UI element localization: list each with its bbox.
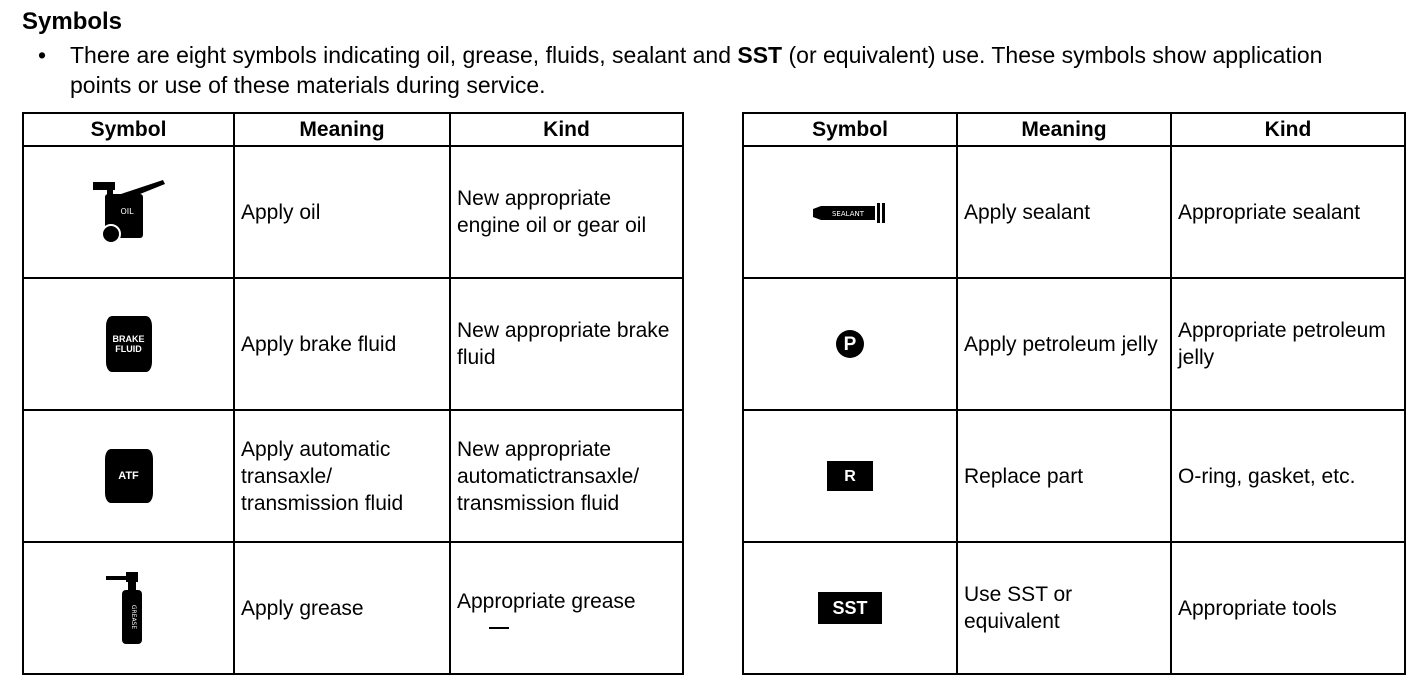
table-row [23,278,683,410]
table-row [23,410,683,542]
table-row [23,146,683,278]
intro-text-bold: SST [737,42,783,68]
kind-cell: New appropriate automatictransaxle/ transmission fluid [450,410,683,542]
column-header-symbol: Symbol [23,113,234,146]
kind-cell [450,542,683,674]
meaning-cell: Apply brake fluid [234,278,450,410]
symbols-table-right [742,112,1406,675]
table-row [743,410,1405,542]
symbol-cell [23,146,234,278]
petroleum-jelly-icon: P [836,330,864,358]
kind-cell: O-ring, gasket, etc. [1171,410,1405,542]
column-header-meaning: Meaning [957,113,1171,146]
brake-fluid-can-icon: BRAKE FLUID [106,316,152,372]
symbol-cell [743,146,957,278]
meaning-cell: Apply petroleum jelly [957,278,1171,410]
kind-text: Appropriate grease [457,589,636,613]
kind-cell: New appropriate engine oil or gear oil [450,146,683,278]
symbol-cell [743,542,957,674]
table-row [743,542,1405,674]
intro-text-start: There are eight symbols indicating oil, grease, fluids, sealant and [70,42,738,68]
symbol-cell [23,410,234,542]
symbol-cell [23,278,234,410]
meaning-cell: Replace part [957,410,1171,542]
table-row [743,278,1405,410]
kind-cell: Appropriate petroleum jelly [1171,278,1405,410]
symbols-table-left [22,112,684,675]
dash-mark [489,627,509,629]
atf-can-icon: ATF [105,449,153,503]
symbol-cell [743,410,957,542]
intro-text [70,40,1370,100]
sealant-icon-label: SEALANT [831,209,865,218]
meaning-cell: Apply oil [234,146,450,278]
bullet-marker: • [38,42,47,68]
grease-gun-icon [104,570,154,646]
sealant-tube-icon [811,202,889,224]
oil-can-icon [91,180,167,244]
oil-icon-label: OIL [119,207,134,216]
column-header-kind: Kind [1171,113,1405,146]
kind-cell: Appropriate tools [1171,542,1405,674]
table-row [23,542,683,674]
sst-icon: SST [818,592,882,624]
section-heading: Symbols [22,8,123,35]
meaning-cell: Apply grease [234,542,450,674]
table-row [743,146,1405,278]
meaning-cell: Apply sealant [957,146,1171,278]
kind-cell: New appropriate brake fluid [450,278,683,410]
column-header-kind: Kind [450,113,683,146]
replace-part-icon: R [827,461,873,491]
column-header-meaning: Meaning [234,113,450,146]
table-header-row [23,113,683,146]
grease-icon-label: GREASE [129,604,137,630]
meaning-cell: Apply automatic transaxle/ transmission fluid [234,410,450,542]
table-header-row [743,113,1405,146]
intro-text-end: (or equivalent) use. These symbols show application points or use of these materials during service. [70,42,1323,98]
symbol-cell [23,542,234,674]
kind-cell: Appropriate sealant [1171,146,1405,278]
symbol-cell [743,278,957,410]
column-header-symbol: Symbol [743,113,957,146]
meaning-cell: Use SST or equivalent [957,542,1171,674]
